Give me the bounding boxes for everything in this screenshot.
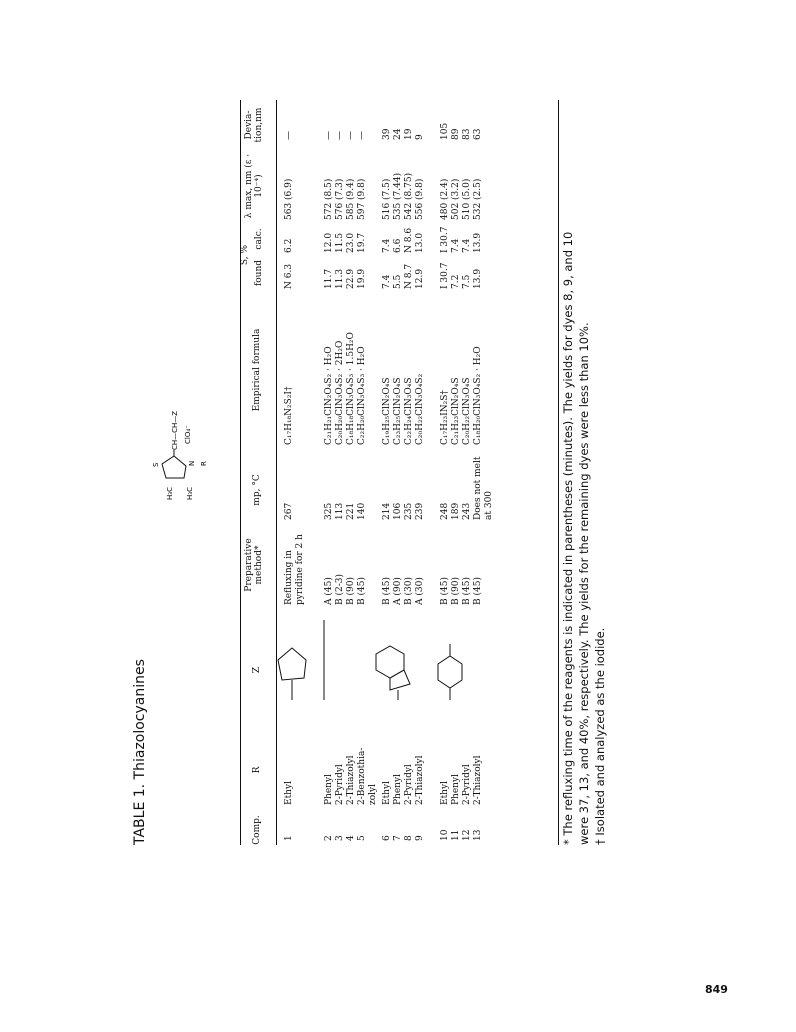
cell-r: Phenyl [393, 774, 403, 805]
struct-n: N [188, 460, 196, 466]
cell-found: 7.2 [451, 274, 461, 289]
cell-formula: C₁₇H₁₈N₂S₂I† [284, 386, 294, 445]
cell-r: Ethyl [440, 781, 450, 805]
cell-dev: 39 [382, 128, 392, 140]
cell-formula: C₁₈H₂₀ClN₃O₄S₂ · H₂O [473, 346, 483, 445]
cell-found: 5.5 [393, 274, 403, 289]
cell-dev: — [346, 131, 356, 140]
cell-lambda: 502 (3.2) [451, 178, 461, 220]
cell-method: B (90) [346, 577, 356, 605]
cell-formula: C₁₇H₂₃IN₂S† [440, 390, 450, 445]
footnotes [560, 100, 608, 845]
cell-lambda: 510 (5.0) [462, 178, 472, 220]
cell-mp: 235 [404, 502, 414, 520]
page-number: 849 [705, 983, 728, 996]
footnote-3: † Isolated and analyzed as the iodide. [593, 627, 607, 845]
cell-method: B (45) [473, 577, 483, 605]
indolenine-z-icon [372, 620, 419, 700]
struct-anion: ClO₄⁻ [184, 425, 192, 444]
cell-method: B (30) [404, 577, 414, 605]
cell-dev: 83 [462, 128, 472, 140]
cell-mp: 113 [335, 502, 345, 520]
cell-dev: 89 [451, 128, 461, 140]
header-comp: Comp. [252, 815, 262, 845]
thiazolyl-z-icon-repeat [314, 620, 337, 700]
cell-found: 7.4 [382, 274, 392, 289]
cell-method: B (45) [462, 577, 472, 605]
cell-lambda: 516 (7.5) [382, 178, 392, 220]
cell-r: Phenyl [451, 774, 461, 805]
cell-method: A (30) [415, 577, 425, 605]
struct-h3c-top: H₃C [166, 487, 174, 500]
thiazolyl-z-icon [274, 620, 317, 700]
header-found: found [254, 259, 264, 287]
cell-method: Refluxing in pyridine for 2 h [284, 534, 305, 605]
cell-mp: 248 [440, 502, 450, 520]
cell-lambda: 597 (9.8) [357, 178, 367, 220]
cell-comp: 5 [357, 835, 367, 841]
cell-found: 13.9 [473, 268, 483, 289]
struct-h3c-bottom: H₃C [186, 487, 194, 500]
cell-dev: — [357, 131, 367, 140]
cell-calc: 19.7 [357, 232, 367, 253]
cell-formula: C₁₉H₂₅ClN₂O₄S [382, 377, 392, 445]
cell-dev: 105 [440, 122, 450, 140]
cell-comp: 9 [415, 835, 425, 841]
cell-calc: 7.4 [451, 238, 461, 253]
cell-method: B (45) [357, 577, 367, 605]
cell-r: 2-Thiazolyl [346, 755, 356, 805]
cell-r: 2-Pyridyl [335, 764, 345, 805]
cell-formula: C₂₃H₂₅ClN₂O₄S [393, 377, 403, 445]
cell-r: 2-Thiazolyl [473, 755, 483, 805]
struct-s: S [152, 462, 160, 467]
cell-lambda: 576 (7.3) [335, 178, 345, 220]
cell-formula: C₂₀H₂₂ClN₃O₄S₂ [415, 373, 425, 445]
cell-formula: C₂₂H₂₄ClN₃O₄S [404, 377, 414, 445]
cell-method: A (90) [393, 577, 403, 605]
cell-formula: C₂₀H₂₀ClN₃O₄S₂ · 2H₂O [335, 340, 345, 445]
cell-found: N 6.3 [284, 263, 294, 289]
cell-r: 2-Benzothia-zolyl [357, 747, 378, 805]
cell-lambda: 542 (8.75) [404, 172, 414, 220]
cell-lambda: 535 (7.44) [393, 172, 403, 220]
cell-comp: 4 [346, 835, 356, 841]
cell-comp: 13 [473, 829, 483, 841]
table-title: TABLE 1. Thiazolocyanines [132, 659, 148, 845]
cell-calc: 6.2 [284, 238, 294, 253]
cell-dev: — [324, 131, 334, 140]
cell-found: 19.9 [357, 268, 367, 289]
cell-dev: 9 [415, 134, 425, 140]
header-method: Preparative method* [244, 538, 264, 592]
header-s-pct: S, % [240, 244, 250, 266]
cell-calc: 23.0 [346, 232, 356, 253]
header-deviation: Devia-tion,nm [244, 107, 264, 143]
cell-mp: 239 [415, 502, 425, 520]
cell-dev: — [284, 131, 294, 140]
cell-formula: C₂₂H₂₀ClN₃O₄S₃ · H₂O [357, 346, 367, 445]
header-mp: mp, °C [252, 474, 262, 506]
footnote-1: * The refluxing time of the reagents is indicated in parentheses (minutes). The yields for dyes 8, 9, and 10 [561, 231, 575, 845]
header-r: R [252, 766, 262, 774]
cell-dev: 63 [473, 128, 483, 140]
header-formula: Empirical formula [252, 328, 262, 412]
cell-calc: 6.6 [393, 238, 403, 253]
cell-found: 11.7 [324, 268, 334, 289]
cell-r: 2-Thiazolyl [415, 755, 425, 805]
cell-comp: 2 [324, 835, 334, 841]
struct-r: R [200, 461, 208, 466]
cell-mp: 106 [393, 502, 403, 520]
cell-mp: 189 [451, 502, 461, 520]
cell-mp: 243 [462, 502, 472, 520]
cell-calc: 13.9 [473, 232, 483, 253]
cell-method: B (45) [440, 577, 450, 605]
general-structure-diagram [130, 410, 230, 530]
dimethylaminophenyl-z-icon [430, 620, 473, 700]
header-calc: calc. [254, 228, 264, 250]
cell-found: 22.9 [346, 268, 356, 289]
cell-found: 11.3 [335, 268, 345, 289]
cell-comp: 11 [451, 829, 461, 841]
cell-calc: 12.0 [324, 232, 334, 253]
cell-mp: 140 [357, 502, 367, 520]
cell-found: N 8.7 [404, 263, 414, 289]
cell-r: Ethyl [382, 781, 392, 805]
cell-calc: 11.5 [335, 232, 345, 253]
footnote-2: were 37, 13, and 40%, respectively. The yields for the remaining dyes were less than 10%. [577, 322, 591, 845]
cell-found: I 30.7 [440, 262, 450, 289]
cell-mp: Does not melt at 300 [473, 456, 494, 520]
cell-dev: 24 [393, 128, 403, 140]
cell-formula: C₂₁H₂₃ClN₂O₄S [451, 377, 461, 445]
cell-calc: N 8.6 [404, 227, 414, 253]
cell-mp: 214 [382, 502, 392, 520]
cell-method: B (45) [382, 577, 392, 605]
cell-lambda: 572 (8.5) [324, 178, 334, 220]
cell-r: Phenyl [324, 774, 334, 805]
header-lambda: λ max, nm (ε · 10⁻⁴) [244, 153, 264, 219]
cell-method: A (45) [324, 577, 334, 605]
cell-lambda: 532 (2.5) [473, 178, 483, 220]
cell-dev: — [335, 131, 345, 140]
cell-r: 2-Pyridyl [404, 764, 414, 805]
cell-calc: I 30.7 [440, 226, 450, 253]
struct-chain: CH—CH—Z [171, 410, 179, 450]
cell-mp: 221 [346, 502, 356, 520]
cell-formula: C₂₁H₂₁ClN₂O₄S₂ · H₂O [324, 346, 334, 445]
cell-formula: C₁₈H₁₈ClN₃O₄S₃ · 1.5H₂O [346, 332, 356, 445]
cell-r: Ethyl [284, 781, 294, 805]
cell-r: 2-Pyridyl [462, 764, 472, 805]
cell-calc: 7.4 [462, 238, 472, 253]
cell-method: B (2-3) [335, 574, 345, 605]
cell-calc: 7.4 [382, 238, 392, 253]
cell-formula: C₂₀H₂₂ClN₃O₄S [462, 377, 472, 445]
cell-found: 7.5 [462, 274, 472, 289]
cell-comp: 12 [462, 829, 472, 841]
rotated-table-page [130, 100, 670, 845]
cell-mp: 325 [324, 502, 334, 520]
cell-calc: 13.0 [415, 232, 425, 253]
cell-found: 12.9 [415, 268, 425, 289]
cell-dev: 19 [404, 128, 414, 140]
header-z: Z [252, 666, 262, 674]
cell-mp: 267 [284, 502, 294, 520]
cell-comp: 8 [404, 835, 414, 841]
cell-comp: 7 [393, 835, 403, 841]
cell-comp: 3 [335, 835, 345, 841]
cell-comp: 10 [440, 829, 450, 841]
cell-comp: 1 [284, 835, 294, 841]
cell-lambda: 585 (9.4) [346, 178, 356, 220]
cell-lambda: 563 (6.9) [284, 178, 294, 220]
cell-lambda: 480 (2.4) [440, 178, 450, 220]
cell-method: B (90) [451, 577, 461, 605]
cell-lambda: 556 (9.8) [415, 178, 425, 220]
cell-comp: 6 [382, 835, 392, 841]
